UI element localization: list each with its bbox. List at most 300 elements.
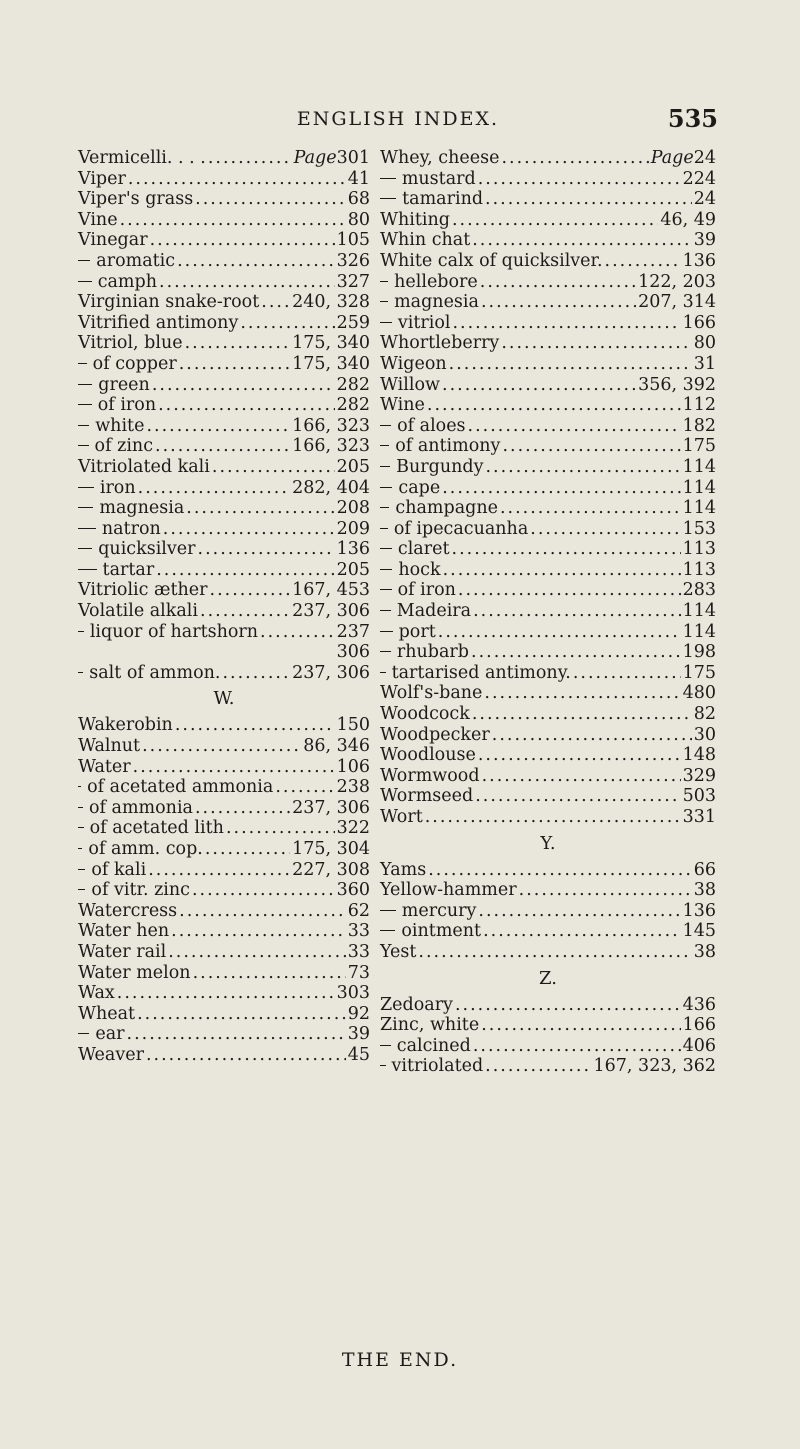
index-entry	[78, 375, 370, 396]
leader-dots	[226, 818, 335, 839]
entry-term: mercury	[401, 900, 477, 921]
entry-term: Vitriolic æther	[78, 580, 208, 601]
subentry-dash	[380, 178, 396, 179]
index-entry	[380, 786, 716, 807]
subentry-dash	[78, 827, 84, 828]
entry-term: Vitriolated kali	[78, 456, 210, 477]
leader-dots	[480, 272, 636, 293]
subentry-dash	[78, 487, 94, 488]
entry-pages: 113	[682, 559, 716, 580]
entry-term: Viper's grass	[78, 189, 194, 210]
entry-term: tartar	[102, 559, 155, 580]
entry-term: Burgundy	[396, 456, 484, 477]
index-entry	[380, 880, 716, 901]
index-entry	[380, 272, 716, 293]
entry-term: White calx of quicksilver.	[380, 250, 603, 271]
entry-term: of acetated lith	[89, 818, 224, 839]
index-entry	[380, 169, 716, 190]
entry-term: Weaver	[78, 1044, 144, 1065]
subentry-dash	[380, 507, 389, 508]
entry-term: Yellow-hammer	[380, 880, 517, 901]
entry-pages: 39	[693, 230, 716, 251]
subentry-dash	[78, 260, 90, 261]
leader-dots	[485, 457, 680, 478]
leader-dots	[195, 798, 290, 819]
subentry-dash	[380, 281, 388, 282]
index-entry	[78, 736, 370, 757]
entry-pages: 41	[347, 168, 370, 189]
entry-term: salt of ammon.	[89, 662, 221, 683]
entry-pages: 148	[682, 745, 716, 766]
leader-dots	[468, 416, 681, 437]
leader-dots	[198, 539, 335, 560]
entry-pages: 306	[336, 642, 370, 663]
entry-pages: 105	[336, 230, 370, 251]
entry-pages: 38	[693, 880, 716, 901]
entry-term: Whey, cheese	[380, 148, 500, 168]
index-entry	[78, 963, 370, 984]
entry-term: Whiting	[380, 209, 450, 230]
entry-term: Vinegar	[78, 230, 148, 251]
leader-dots	[483, 921, 681, 942]
entry-term: magnesia	[99, 498, 185, 519]
entry-term: Yams	[380, 859, 427, 880]
leader-dots	[605, 251, 681, 272]
leader-dots	[455, 995, 681, 1016]
leader-dots	[519, 880, 692, 901]
entry-term: Wine	[380, 395, 425, 416]
entry-pages: 175	[682, 436, 716, 457]
entry-pages: 113	[682, 539, 716, 560]
entry-term: Woodlouse	[380, 745, 476, 766]
subentry-dash	[78, 425, 89, 426]
entry-term: Vitrified antimony	[78, 312, 239, 333]
index-entry	[78, 757, 370, 778]
entry-pages: 303	[336, 983, 370, 1004]
subentry-dash	[380, 910, 396, 911]
entry-term: camph	[97, 271, 157, 292]
leader-dots	[168, 942, 346, 963]
leader-dots	[478, 169, 681, 190]
entry-pages: 166	[682, 1015, 716, 1036]
subentry-dash	[78, 384, 92, 385]
subentry-dash	[78, 631, 84, 632]
entry-pages: 82	[693, 704, 716, 725]
entry-pages: 24	[693, 189, 716, 210]
entry-term: Wolf's-bane	[380, 683, 483, 704]
index-entry	[78, 983, 370, 1004]
entry-term: Wigeon	[380, 353, 447, 374]
leader-dots	[177, 251, 335, 272]
leader-dots	[152, 375, 335, 396]
index-entry	[380, 745, 716, 766]
entry-term: Viper	[78, 168, 126, 189]
index-entry	[78, 148, 370, 169]
entry-pages: 331	[682, 807, 716, 827]
leader-dots	[501, 333, 691, 354]
subentry-dash	[380, 631, 393, 632]
index-entry	[380, 313, 716, 334]
entry-pages: 45	[347, 1044, 370, 1065]
index-entry	[380, 580, 716, 601]
leader-dots	[472, 230, 691, 251]
entry-term: of vitr. zinc	[91, 880, 190, 901]
index-entry	[380, 622, 716, 643]
entry-pages: Page24	[650, 148, 716, 168]
subentry-dash	[380, 528, 388, 529]
leader-dots	[442, 478, 680, 499]
leader-dots	[210, 580, 291, 601]
entry-pages: 92	[347, 1003, 370, 1024]
index-entry	[78, 921, 370, 942]
entry-pages: 68	[347, 189, 370, 210]
index-entry	[78, 251, 370, 272]
leader-dots	[482, 766, 681, 787]
subentry-dash	[78, 786, 81, 787]
entry-term: Vermicelli. . . .	[78, 148, 206, 168]
index-entry	[380, 457, 716, 478]
index-entry	[380, 478, 716, 499]
entry-pages: 205	[336, 456, 370, 477]
entry-term: of iron	[397, 580, 456, 601]
entry-pages: 175, 340	[292, 333, 370, 354]
index-entry	[78, 1024, 370, 1045]
index-entry	[380, 663, 716, 684]
entry-pages: 106	[336, 756, 370, 777]
index-entry	[380, 539, 716, 560]
index-entry	[78, 560, 370, 581]
index-entry	[380, 1015, 716, 1036]
entry-term: of kali	[91, 859, 147, 880]
index-entry	[78, 622, 370, 643]
entry-pages: 327	[336, 271, 370, 292]
index-entry	[78, 519, 370, 540]
index-entry	[78, 189, 370, 210]
index-entry	[380, 519, 716, 540]
entry-pages: 167, 323, 362	[593, 1056, 716, 1077]
entry-pages: 46, 49	[660, 209, 716, 230]
index-entry	[380, 901, 716, 922]
entry-pages: 238	[336, 777, 370, 798]
subentry-dash	[78, 445, 89, 446]
index-entry	[380, 642, 716, 663]
index-entry	[78, 416, 370, 437]
leader-dots	[179, 354, 290, 375]
entry-term: Walnut	[78, 736, 141, 757]
entry-pages: 182	[682, 415, 716, 436]
subentry-dash	[380, 425, 391, 426]
entry-term: Willow	[380, 374, 440, 395]
entry-term: Wormseed	[380, 786, 474, 807]
leader-dots	[193, 963, 346, 984]
entry-pages: 114	[682, 621, 716, 642]
leader-dots	[137, 1004, 346, 1025]
leader-dots	[481, 1015, 680, 1036]
subentry-dash	[78, 672, 83, 673]
index-entry	[78, 860, 370, 881]
entry-pages: 166	[682, 312, 716, 333]
entry-term: vitriolated	[391, 1056, 484, 1077]
leader-dots	[485, 189, 692, 210]
entry-term: Virginian snake-root	[78, 292, 260, 313]
entry-pages: 282	[336, 395, 370, 416]
subentry-dash	[78, 281, 92, 282]
index-entry	[78, 210, 370, 231]
page-header	[78, 104, 718, 140]
index-column-right	[380, 148, 716, 1077]
leader-dots	[156, 560, 334, 581]
entry-pages: 283	[682, 580, 716, 601]
index-entry	[380, 725, 716, 746]
entry-term: natron	[101, 518, 161, 539]
entry-term: Vine	[78, 209, 118, 230]
index-entry	[78, 333, 370, 354]
entry-pages: 114	[682, 498, 716, 519]
entry-pages: 208	[336, 498, 370, 519]
leader-dots	[492, 725, 692, 746]
subentry-dash	[380, 589, 392, 590]
entry-term: Woodcock	[380, 704, 470, 725]
entry-pages: 240, 328	[292, 292, 370, 313]
entry-pages: 326	[336, 250, 370, 271]
entry-pages: 114	[682, 456, 716, 477]
subentry-dash	[78, 848, 82, 849]
index-entry	[78, 539, 370, 560]
index-entry	[380, 807, 716, 828]
leader-dots	[142, 736, 301, 757]
leader-dots	[275, 777, 334, 798]
entry-pages: 39	[347, 1024, 370, 1045]
leader-dots	[427, 395, 681, 416]
entry-term: Madeira	[396, 601, 472, 622]
entry-term: Zedoary	[380, 994, 453, 1015]
leader-dots	[478, 745, 681, 766]
index-entry	[380, 354, 716, 375]
index-entry	[380, 766, 716, 787]
leader-dots	[452, 313, 680, 334]
leader-dots	[442, 375, 636, 396]
leader-dots	[472, 704, 692, 725]
entry-pages: 322	[336, 818, 370, 839]
index-entry	[380, 189, 716, 210]
leader-dots	[573, 663, 681, 684]
entry-term: rhubarb	[396, 642, 470, 663]
subentry-dash	[78, 807, 83, 808]
index-entry	[78, 580, 370, 601]
leader-dots	[418, 942, 691, 963]
entry-pages: 329	[682, 765, 716, 786]
index-entry	[380, 704, 716, 725]
entry-term: ointment	[401, 921, 482, 942]
index-entry	[78, 498, 370, 519]
entry-term: Vitriol, blue	[78, 333, 183, 354]
entry-pages: 205	[336, 559, 370, 580]
entry-term: Woodpecker	[380, 724, 490, 745]
entry-term: white	[95, 415, 145, 436]
leader-dots	[500, 498, 681, 519]
index-entry	[380, 395, 716, 416]
entry-pages: 80	[693, 333, 716, 354]
subentry-dash	[380, 301, 388, 302]
entry-term: Zinc, white	[380, 1015, 480, 1036]
entry-pages: 136	[682, 900, 716, 921]
entry-term: mustard	[401, 168, 476, 189]
leader-dots	[475, 786, 680, 807]
leader-dots	[148, 860, 290, 881]
subentry-dash	[380, 322, 392, 323]
leader-dots	[443, 560, 681, 581]
leader-dots	[438, 622, 681, 643]
index-entry	[380, 1036, 716, 1057]
entry-pages: 360	[336, 880, 370, 901]
leader-dots	[240, 313, 334, 334]
entry-pages: 145	[682, 921, 716, 942]
index-entry	[78, 354, 370, 375]
leader-dots	[485, 1056, 591, 1077]
entry-term: Water hen	[78, 921, 170, 942]
leader-dots	[502, 436, 680, 457]
subentry-dash	[380, 466, 390, 467]
entry-pages: 73	[347, 962, 370, 983]
index-entry	[78, 457, 370, 478]
entry-pages: 33	[347, 941, 370, 962]
entry-term: of zinc	[94, 436, 153, 457]
entry-term: Wort	[380, 807, 423, 827]
index-entry	[78, 395, 370, 416]
leader-dots	[458, 580, 681, 601]
index-entry	[78, 777, 370, 798]
section-letter: Y.	[540, 832, 556, 854]
entry-pages: 356, 392	[638, 374, 716, 395]
leader-dots	[261, 292, 290, 313]
entry-term: quicksilver	[98, 539, 196, 560]
leader-dots	[428, 860, 692, 881]
leader-dots	[117, 983, 335, 1004]
subentry-dash	[380, 487, 392, 488]
entry-pages: 503	[682, 786, 716, 807]
index-entry	[380, 860, 716, 881]
index-entry	[380, 995, 716, 1016]
subentry-dash	[380, 445, 389, 446]
index-entry	[78, 880, 370, 901]
subentry-dash	[380, 1065, 386, 1066]
entry-pages: 175, 304	[292, 839, 370, 859]
entry-term: green	[98, 374, 150, 395]
index-entry	[380, 251, 716, 272]
leader-dots	[452, 539, 681, 560]
entry-pages: 175, 340	[292, 353, 370, 374]
index-entry	[380, 292, 716, 313]
index-entry	[78, 942, 370, 963]
page-number: 535	[667, 104, 718, 133]
index-entry	[78, 272, 370, 293]
index-entry	[78, 839, 370, 860]
entry-pages: 259	[336, 312, 370, 333]
entry-term: tartarised antimony.	[391, 662, 571, 683]
entry-pages: 30	[693, 724, 716, 745]
leader-dots	[185, 333, 290, 354]
leader-dots	[120, 210, 346, 231]
index-entry	[78, 292, 370, 313]
entry-pages: 33	[347, 921, 370, 942]
entry-term: aromatic	[96, 250, 176, 271]
index-entry	[78, 169, 370, 190]
entry-term: of aloes	[397, 415, 466, 436]
entry-pages: 282	[336, 374, 370, 395]
leader-dots	[471, 642, 681, 663]
index-entry	[380, 148, 716, 169]
index-entry	[78, 663, 370, 684]
leader-dots	[175, 715, 335, 736]
index-entry	[380, 230, 716, 251]
entry-term: tamarind	[402, 189, 484, 210]
subentry-dash	[78, 507, 93, 508]
index-entry	[380, 375, 716, 396]
leader-dots	[146, 1045, 346, 1066]
index-entry	[78, 642, 370, 663]
entry-pages: 112	[682, 395, 716, 416]
entry-pages: 237, 306	[292, 797, 370, 818]
entry-term: magnesia	[394, 292, 479, 313]
entry-pages: 150	[336, 715, 370, 736]
entry-term: cape	[398, 477, 441, 498]
leader-dots	[205, 839, 290, 860]
leader-dots	[260, 622, 335, 643]
entry-term: Wax	[78, 983, 115, 1004]
entry-pages: 237, 306	[292, 601, 370, 622]
entry-pages: 480	[682, 683, 716, 704]
leader-dots	[473, 1036, 681, 1057]
subentry-dash	[380, 930, 395, 931]
entry-pages: 80	[347, 209, 370, 230]
index-entry	[78, 436, 370, 457]
entry-pages: 166, 323	[292, 436, 370, 457]
entry-term: hellebore	[394, 271, 478, 292]
index-entry	[380, 683, 716, 704]
entry-pages: 38	[693, 941, 716, 962]
leader-dots	[179, 901, 346, 922]
subentry-dash	[78, 363, 87, 364]
entry-pages: 62	[347, 900, 370, 921]
leader-dots	[481, 292, 636, 313]
leader-dots	[212, 457, 335, 478]
index-entry	[380, 498, 716, 519]
subentry-dash	[78, 404, 92, 405]
entry-term: Volatile alkali	[78, 601, 199, 622]
leader-dots	[195, 189, 346, 210]
leader-dots	[452, 210, 658, 231]
entry-term: of amm. cop.	[88, 839, 203, 859]
entry-term: of acetated ammonia	[87, 777, 274, 798]
leader-dots	[159, 272, 335, 293]
entry-pages: 282, 404	[292, 477, 370, 498]
entry-term: Water rail	[78, 941, 167, 962]
entry-pages: 153	[682, 518, 716, 539]
entry-pages: 166, 323	[292, 415, 370, 436]
entry-pages: 175	[682, 662, 716, 683]
subentry-dash	[380, 651, 391, 652]
entry-term: claret	[397, 539, 450, 560]
index-entry	[380, 333, 716, 354]
entry-term: ear	[95, 1024, 125, 1045]
entry-term: Whortleberry	[380, 333, 500, 354]
leader-dots	[127, 1024, 346, 1045]
leader-dots	[208, 148, 292, 169]
leader-dots	[200, 601, 290, 622]
entry-pages: 167, 453	[292, 580, 370, 601]
leader-dots	[155, 436, 290, 457]
section-letter: Z.	[539, 967, 557, 989]
